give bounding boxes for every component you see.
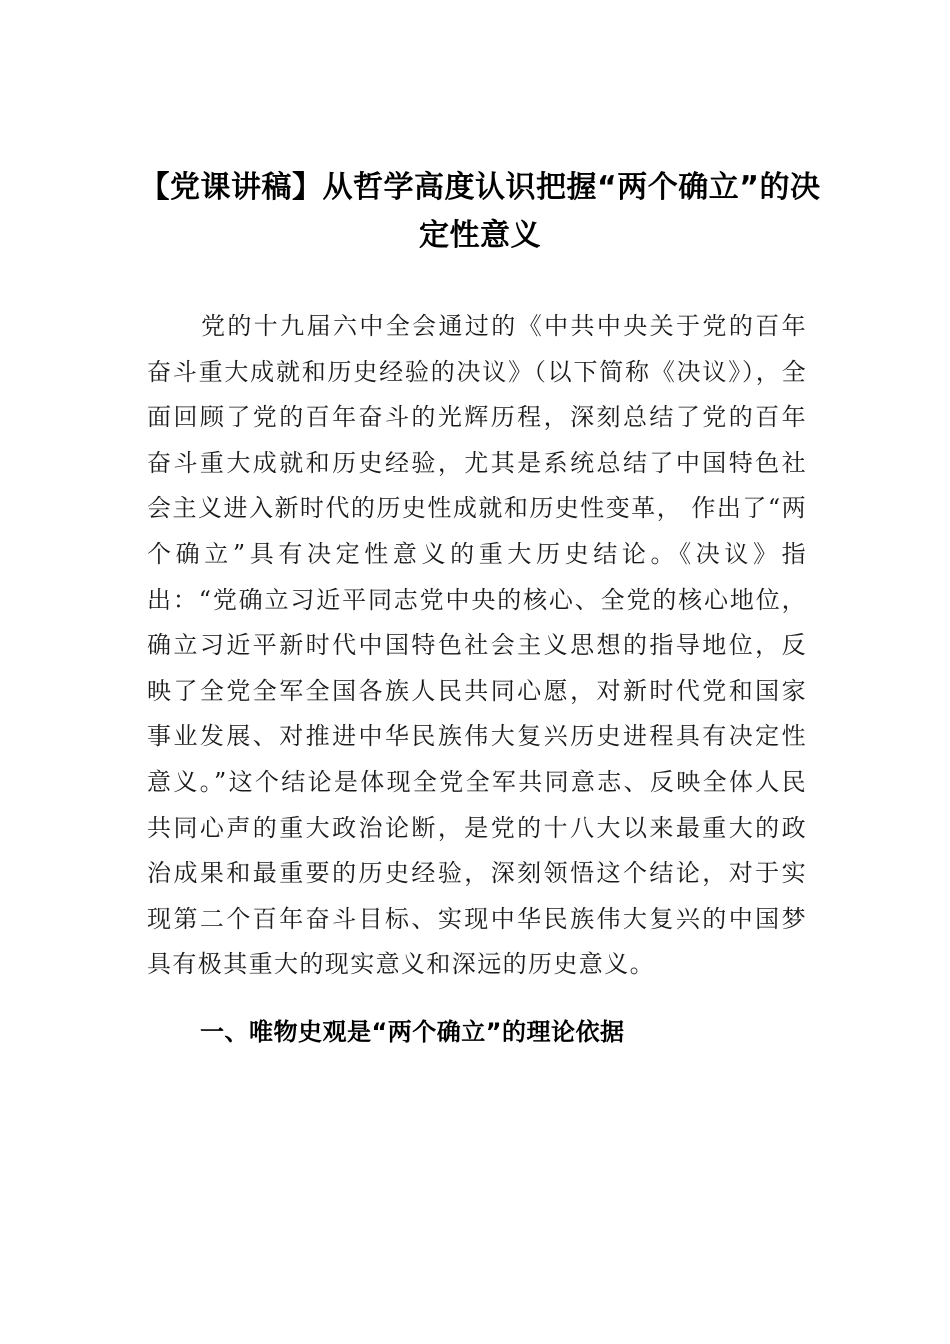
body-paragraph: 党的十九届六中全会通过的《中共中央关于党的百年奋斗重大成就和历史经验的决议》（以下简称《决议》），全面回顾了党的百年奋斗的光辉历程，深刻总结了党的百年奋斗重大成就和历史经验，尤其是系统总结了中国特色社会主义进入新时代的历史性成就和历史性变革， 作出了“两个确立”具有决定性意义的重大历史结论。《决议》指出：“党确立习近平同志党中央的核心、全党的核心地位，确立习近平新时代中国特色社会主义思想的指导地位，反映了全党全军全国各族人民共同心愿，对新时代党和国家事业发展、对推进中华民族伟大复兴历史进程具有决定性意义。”这个结论是体现全党全军共同意志、反映全体人民共同心声的重大政治论断，是党的十八大以来最重大的政治成果和最重要的历史经验，深刻领悟这个结论，对于实现第二个百年奋斗目标、实现中华民族伟大复兴的中国梦具有极其重大的现实意义和深远的历史意义。 — [147, 312, 807, 979]
section-heading: 一、唯物史观是“两个确立”的理论依据 — [200, 1018, 625, 1046]
document-title: 【党课讲稿】从哲学高度认识把握“两个确立”的决定性意义 — [139, 170, 821, 253]
